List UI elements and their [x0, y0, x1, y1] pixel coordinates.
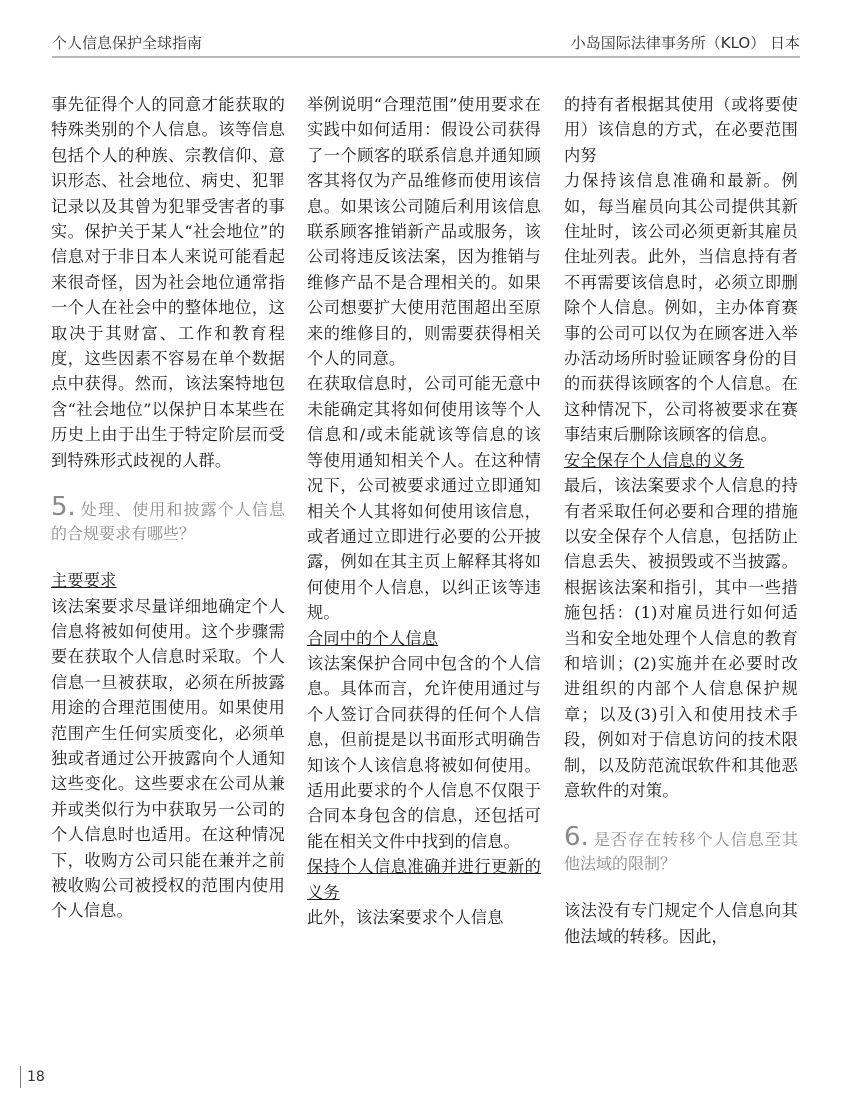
- column-2: [307, 92, 541, 930]
- subheading-contract-info: 合同中的个人信息: [307, 628, 439, 648]
- subheading-security-duty: 安全保存个人信息的义务: [564, 450, 745, 470]
- paragraph: 举例说明“合理范围”使用要求在实践中如何适用：假设公司获得了一个顾客的联系信息并通知顾客其将仅为产品维修而使用该信息。如果该公司随后利用该信息联系顾客推销新产品或服务，该公司将违反该法案，因为推销与维修产品不是合理相关的。如果公司想要扩大使用范围超出至原来的维修目的，则需要获得相关个人的同意。: [307, 95, 541, 369]
- section-6-heading: [564, 822, 798, 876]
- column-1: [51, 92, 285, 924]
- page-header: [52, 30, 800, 58]
- column-3: [564, 92, 798, 949]
- section-5-heading: [51, 492, 285, 546]
- header-guide-title: 个人信息保护全球指南: [52, 34, 203, 52]
- subheading-main-requirements: 主要要求: [51, 571, 117, 591]
- paragraph: 此外，该法案要求个人信息: [307, 908, 504, 927]
- section-title: 处理、使用和披露个人信息的合规要求有哪些？: [51, 500, 285, 544]
- page-number: 18: [20, 1066, 45, 1088]
- header-firm-name: 小岛国际法律事务所（KLO） 日本: [570, 34, 800, 52]
- paragraph: 事先征得个人的同意才能获取的特殊类别的个人信息。该等信息包括个人的种族、宗教信仰、意识形态、社会地位、病史、犯罪记录以及其曾为犯罪受害者的事实。保护关于某人“社会地位”的信息对于非日本人来说可能看起来很奇怪，因为社会地位通常指一个人在社会中的整体地位，这取决于其财富、工作和教育程度，这些因素不容易在单个数据点中获得。然而，该法案特地包含“社会地位”以保护日本某些在历史上由于出生于特定阶层而受到特殊形式歧视的人群。: [51, 95, 285, 470]
- paragraph: 最后，该法案要求个人信息的持有者采取任何必要和合理的措施以安全保存个人信息，包括防止信息丢失、被损毁或不当披露。根据该法案和指引，其中一些措施包括：(1)对雇员进行如何适当和安全地处理个人信息的教育和培训；(2)实施并在必要时改进组织的内部个人信息保护规章；以及(3)引入和使用技术手段，例如对于信息访问的技术限制，以及防范流氓软件和其他恶意软件的对策。: [564, 476, 798, 800]
- section-title: 是否存在转移个人信息至其他法域的限制？: [564, 830, 798, 874]
- paragraph: 的持有者根据其使用（或将要使用）该信息的方式，在必要范围内努: [564, 95, 798, 165]
- paragraph: 该法案要求尽量详细地确定个人信息将被如何使用。这个步骤需要在获取个人信息时采取。个人信息一旦被获取，必须在所披露用途的合理范围使用。如果使用范围产生任何实质变化，必须单独或者通过公开披露向个人通知这些变化。这些要求在公司从兼并或类似行为中获取另一公司的个人信息时也适用。在这种情况下，收购方公司只能在兼并之前被收购公司被授权的范围内使用个人信息。: [51, 596, 285, 921]
- paragraph: 该法案保护合同中包含的个人信息。具体而言，允许使用通过与个人签订合同获得的任何个人信息，但前提是以书面形式明确告知该个人该信息将被如何使用。适用此要求的个人信息不仅限于合同本身包含的信息，还包括可能在相关文件中找到的信息。: [307, 653, 541, 851]
- section-number: 5.: [51, 492, 76, 523]
- paragraph: 该法没有专门规定个人信息向其他法域的转移。因此，: [564, 901, 798, 946]
- paragraph: 力保持该信息准确和最新。例如，每当雇员向其公司提供其新住址时，该公司必须更新其雇员住址列表。此外，当信息持有者不再需要该信息时，必须立即删除个人信息。例如，主办体育赛事的公司可以仅为在顾客进入举办活动场所时验证顾客身份的目的而获得该顾客的个人信息。在这种情况下，公司将被要求在赛事结束后删除该顾客的信息。: [564, 171, 798, 445]
- section-number: 6.: [564, 822, 589, 853]
- subheading-accuracy-duty: 保持个人信息准确并进行更新的义务: [307, 857, 541, 902]
- paragraph: 在获取信息时，公司可能无意中未能确定其将如何使用该等个人信息和/或未能就该等信息的该等使用通知相关个人。在这种情况下，公司被要求通过立即通知相关个人其将如何使用该信息，或者通过立即进行必要的公开披露，例如在其主页上解释其将如何使用个人信息，以纠正该等违规。: [307, 374, 541, 623]
